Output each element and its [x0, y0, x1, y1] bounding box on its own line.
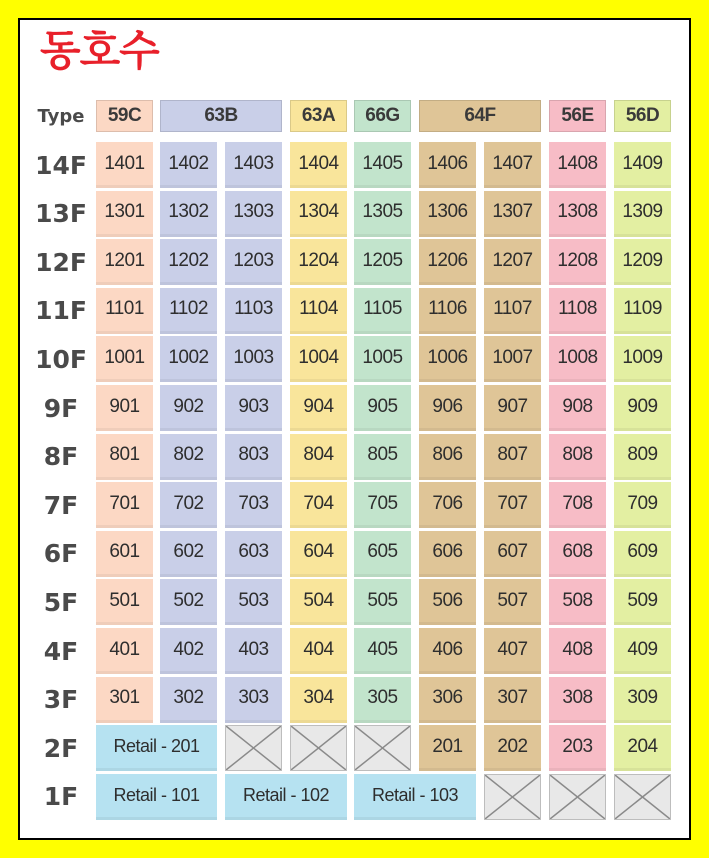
- unit-cell: 1209: [614, 239, 671, 285]
- unit-cell: 501: [96, 579, 153, 625]
- unit-cell: 309: [614, 677, 671, 723]
- unit-cell: 509: [614, 579, 671, 625]
- unit-cell: 605: [354, 531, 411, 577]
- unit-cell: 709: [614, 482, 671, 528]
- unit-cell: 404: [290, 628, 347, 674]
- unit-cell: 1102: [160, 288, 217, 334]
- unit-cell: 302: [160, 677, 217, 723]
- unit-cell: 405: [354, 628, 411, 674]
- unit-cell: 402: [160, 628, 217, 674]
- unit-cell: 308: [549, 677, 606, 723]
- unit-cell: 1306: [419, 191, 476, 237]
- floor-label-9f: 9F: [43, 393, 79, 423]
- unit-cell: 502: [160, 579, 217, 625]
- unit-cell: 304: [290, 677, 347, 723]
- unit-cell: 1205: [354, 239, 411, 285]
- unit-cell: 905: [354, 385, 411, 431]
- type-header-63b: 63B: [160, 100, 282, 132]
- unit-cell: 801: [96, 434, 153, 480]
- unit-cell: 1407: [484, 142, 541, 188]
- type-header-56d: 56D: [614, 100, 671, 132]
- unit-cell: 706: [419, 482, 476, 528]
- unit-cell: 1105: [354, 288, 411, 334]
- floor-label-10f: 10F: [35, 344, 87, 374]
- unit-cell: 1304: [290, 191, 347, 237]
- unit-cell: 602: [160, 531, 217, 577]
- unit-cell: 1305: [354, 191, 411, 237]
- unit-cell: 802: [160, 434, 217, 480]
- retail-cell: Retail - 102: [225, 774, 347, 820]
- unit-cell: 805: [354, 434, 411, 480]
- unavailable-cross-box: [614, 774, 671, 820]
- unit-cell: 803: [225, 434, 282, 480]
- unit-cell: 406: [419, 628, 476, 674]
- floor-label-3f: 3F: [43, 685, 79, 715]
- unit-cell: 303: [225, 677, 282, 723]
- floor-label-2f: 2F: [43, 733, 79, 763]
- unavailable-cross-box: [549, 774, 606, 820]
- unit-cell: 1203: [225, 239, 282, 285]
- unit-cell: 1402: [160, 142, 217, 188]
- unit-cell: 1104: [290, 288, 347, 334]
- unit-cell: 1401: [96, 142, 153, 188]
- unit-cell: 606: [419, 531, 476, 577]
- unit-cell: 401: [96, 628, 153, 674]
- unit-cell: 1206: [419, 239, 476, 285]
- unit-cell: 1007: [484, 336, 541, 382]
- unit-cell: 1107: [484, 288, 541, 334]
- unit-cell: 609: [614, 531, 671, 577]
- unit-cell: 1303: [225, 191, 282, 237]
- retail-cell: Retail - 201: [96, 725, 217, 771]
- unit-cell: 908: [549, 385, 606, 431]
- unit-cell: 604: [290, 531, 347, 577]
- unit-cell: 1008: [549, 336, 606, 382]
- floor-label-14f: 14F: [35, 150, 87, 180]
- unit-cell: 909: [614, 385, 671, 431]
- unit-cell: 601: [96, 531, 153, 577]
- unit-cell: 1207: [484, 239, 541, 285]
- retail-cell: Retail - 101: [96, 774, 217, 820]
- unit-cell: 804: [290, 434, 347, 480]
- floor-label-1f: 1F: [43, 782, 79, 812]
- unavailable-cross-box: [484, 774, 541, 820]
- floor-label-4f: 4F: [43, 636, 79, 666]
- unit-cell: 504: [290, 579, 347, 625]
- unit-cell: 203: [549, 725, 606, 771]
- unit-cell: 808: [549, 434, 606, 480]
- unit-cell: 1405: [354, 142, 411, 188]
- unit-cell: 1404: [290, 142, 347, 188]
- page-title: 동호수: [40, 26, 159, 75]
- unit-cell: 708: [549, 482, 606, 528]
- unit-cell: 1202: [160, 239, 217, 285]
- unit-cell: 906: [419, 385, 476, 431]
- unit-cell: 202: [484, 725, 541, 771]
- unit-cell: 403: [225, 628, 282, 674]
- unit-cell: 1307: [484, 191, 541, 237]
- unavailable-cross-box: [225, 725, 282, 771]
- unit-cell: 1009: [614, 336, 671, 382]
- unit-cell: 408: [549, 628, 606, 674]
- floor-label-6f: 6F: [43, 539, 79, 569]
- unit-cell: 1001: [96, 336, 153, 382]
- unit-cell: 806: [419, 434, 476, 480]
- unit-cell: 703: [225, 482, 282, 528]
- unit-cell: 901: [96, 385, 153, 431]
- unit-cell: 608: [549, 531, 606, 577]
- unit-cell: 1309: [614, 191, 671, 237]
- unit-cell: 705: [354, 482, 411, 528]
- unit-cell: 607: [484, 531, 541, 577]
- unit-cell: 507: [484, 579, 541, 625]
- unit-cell: 704: [290, 482, 347, 528]
- unit-cell: 1101: [96, 288, 153, 334]
- unit-cell: 1003: [225, 336, 282, 382]
- unavailable-cross-box: [354, 725, 411, 771]
- unit-cell: 1408: [549, 142, 606, 188]
- unit-cell: 301: [96, 677, 153, 723]
- unit-cell: 1103: [225, 288, 282, 334]
- unit-cell: 1208: [549, 239, 606, 285]
- unit-cell: 1106: [419, 288, 476, 334]
- type-header-59c: 59C: [96, 100, 153, 132]
- retail-cell: Retail - 103: [354, 774, 476, 820]
- unit-cell: 204: [614, 725, 671, 771]
- floor-label-13f: 13F: [35, 199, 87, 229]
- unit-cell: 407: [484, 628, 541, 674]
- type-header-56e: 56E: [549, 100, 606, 132]
- unit-cell: 809: [614, 434, 671, 480]
- unit-cell: 903: [225, 385, 282, 431]
- floor-label-7f: 7F: [43, 490, 79, 520]
- floor-label-5f: 5F: [43, 587, 79, 617]
- type-header-63a: 63A: [290, 100, 347, 132]
- unit-cell: 1204: [290, 239, 347, 285]
- unit-cell: 503: [225, 579, 282, 625]
- unit-cell: 603: [225, 531, 282, 577]
- type-header-66g: 66G: [354, 100, 411, 132]
- unit-cell: 306: [419, 677, 476, 723]
- unit-cell: 1201: [96, 239, 153, 285]
- unit-cell: 702: [160, 482, 217, 528]
- unit-cell: 1403: [225, 142, 282, 188]
- unit-cell: 307: [484, 677, 541, 723]
- unit-cell: 1301: [96, 191, 153, 237]
- type-row-label: Type: [37, 105, 85, 127]
- unit-cell: 904: [290, 385, 347, 431]
- unit-cell: 707: [484, 482, 541, 528]
- unit-cell: 201: [419, 725, 476, 771]
- unit-cell: 506: [419, 579, 476, 625]
- unit-cell: 807: [484, 434, 541, 480]
- floor-label-11f: 11F: [35, 296, 87, 326]
- unavailable-cross-box: [290, 725, 347, 771]
- unit-cell: 701: [96, 482, 153, 528]
- unit-cell: 1109: [614, 288, 671, 334]
- unit-cell: 1108: [549, 288, 606, 334]
- unit-cell: 305: [354, 677, 411, 723]
- unit-cell: 505: [354, 579, 411, 625]
- unit-cell: 1308: [549, 191, 606, 237]
- unit-cell: 1004: [290, 336, 347, 382]
- type-header-64f: 64F: [419, 100, 541, 132]
- unit-cell: 1006: [419, 336, 476, 382]
- unit-cell: 1406: [419, 142, 476, 188]
- unit-cell: 1002: [160, 336, 217, 382]
- unit-cell: 1302: [160, 191, 217, 237]
- floor-label-8f: 8F: [43, 442, 79, 472]
- floor-label-12f: 12F: [35, 247, 87, 277]
- unit-cell: 409: [614, 628, 671, 674]
- unit-cell: 1409: [614, 142, 671, 188]
- unit-cell: 1005: [354, 336, 411, 382]
- unit-cell: 902: [160, 385, 217, 431]
- unit-cell: 907: [484, 385, 541, 431]
- unit-cell: 508: [549, 579, 606, 625]
